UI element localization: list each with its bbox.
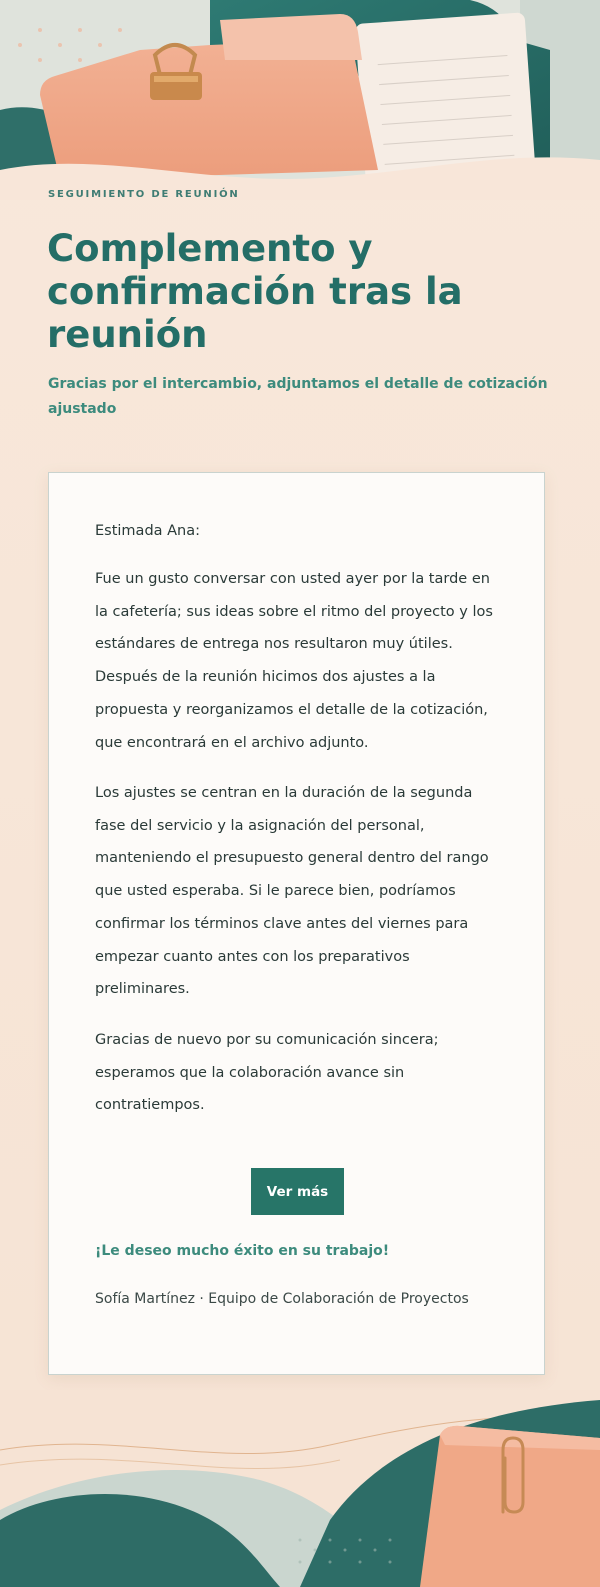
page-subtitle: Gracias por el intercambio, adjuntamos el detalle de cotización ajustado (48, 376, 548, 417)
letter-paragraph-2: Los ajustes se centran en la duración de la segunda fase del servicio y la asignación del personal, manteniendo el presupuesto general dentro del rango que usted esperaba. Si le parece bien, podríamos confirmar los términos clave antes del viernes para empezar cuanto antes con los preparativos preliminares. (95, 785, 489, 998)
letter-paragraph-3: Gracias de nuevo por su comunicación sincera; esperamos que la colaboración avance sin contratiempos. (95, 1032, 439, 1114)
view-more-button[interactable]: Ver más (251, 1168, 344, 1215)
footer-illustration (0, 1390, 600, 1587)
header-illustration (0, 0, 600, 200)
signature: Sofía Martínez · Equipo de Colaboración de Proyectos (95, 1291, 469, 1307)
letter-card (48, 472, 545, 1375)
eyebrow-label: SEGUIMIENTO DE REUNIÓN (48, 189, 240, 200)
letter-paragraph-1: Fue un gusto conversar con usted ayer por la tarde en la cafetería; sus ideas sobre el ritmo del proyecto y los estándares de entrega nos resultaron muy útiles. Después de la reunión hicimos dos ajustes a la propuesta y reorganizamos el detalle de la cotización, que encontrará en el archivo adjunto. (95, 571, 493, 751)
page-title: Complemento y confirmación tras la reunión (47, 227, 463, 356)
letter-greeting: Estimada Ana: (95, 523, 201, 539)
closing-wish: ¡Le deseo mucho éxito en su trabajo! (95, 1243, 390, 1259)
